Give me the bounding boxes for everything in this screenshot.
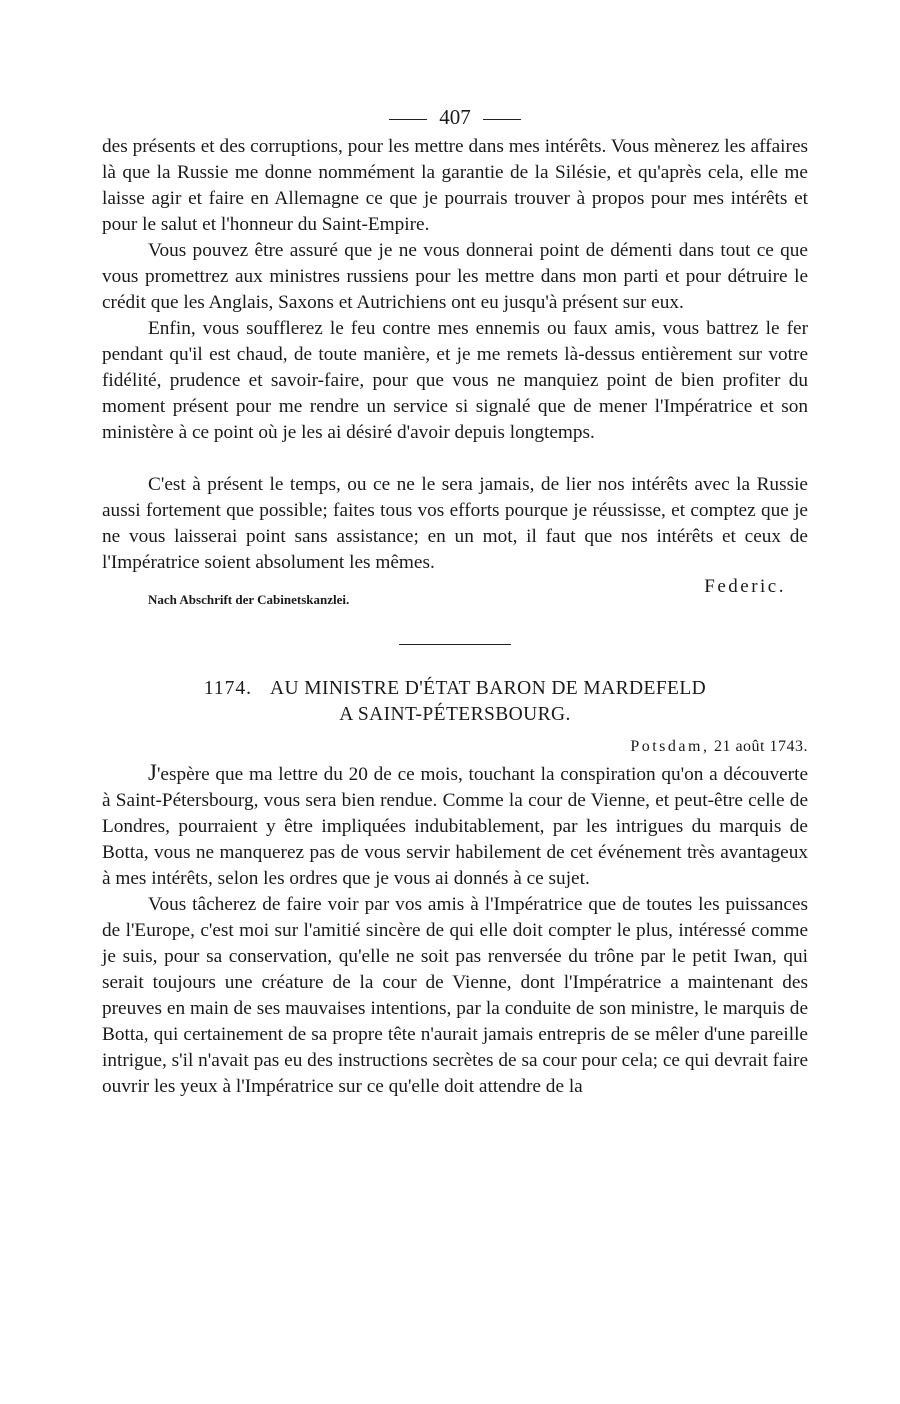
- signature: Federic.: [704, 576, 786, 597]
- closing-block: [102, 472, 808, 597]
- letter-paragraph: Vous tâcherez de faire voir par vos amis à l'Impératrice que de toutes les puissances de l'Europe, c'est moi sur l'amitié sincère de qui elle doit compter le plus, intéressé comme je suis, pour sa conservation, qu'elle ne soit pas renversée du trône par le petit Iwan, qui serait toujours une créature de la cour de Vienne, dont l'Impératrice a maintenant des preuves en main de ses mauvaises intentions, par la conduite de son ministre, le marquis de Botta, qui certainement de sa propre tête n'aurait jamais entrepris de se mêler d'une pareille intrigue, s'il n'avait pas eu des instructions secrètes de sa cour pour cela; ce qui devrait faire ouvrir les yeux à l'Impératrice sur ce qu'elle doit attendre de la: [102, 894, 808, 1097]
- letter-number: 1174.: [203, 678, 252, 699]
- letter-paragraph: [102, 760, 808, 892]
- drop-capital: J: [148, 760, 157, 785]
- letter-heading: [102, 676, 808, 728]
- page-header: [102, 100, 808, 134]
- source-note: Nach Abschrift der Cabinetskanzlei.: [148, 592, 350, 607]
- dateline-place: Potsdam,: [630, 738, 710, 755]
- paragraph-closing: C'est à présent le temps, ou ce ne le sera jamais, de lier nos intérêts avec la Russie aussi fortement que possible; faites tous vos efforts pourque je réussisse, et comptez que je ne vous laisserai point sans assistance; en un mot, il faut que nos intérêts et ceux de l'Impératrice soient absolument les mêmes.: [102, 474, 808, 573]
- header-dash-right: [483, 119, 521, 120]
- page-number: 407: [439, 105, 471, 129]
- paragraph: Vous pouvez être assuré que je ne vous donnerai point de démenti dans tout ce que vous promettrez aux ministres russiens pour les mettre dans mon parti et pour détruire le crédit que les Anglais, Saxons et Autrichiens ont eu jusqu'à présent sur eux.: [102, 240, 808, 313]
- paragraph-continuation: des présents et des corruptions, pour les mettre dans mes intérêts. Vous mènerez les affaires là que la Russie me donne nommément la garantie de la Silésie, et qu'après cela, elle me laisse agir et faire en Allemagne ce que je pourrais trouver à propos pour mes intérêts et pour le salut et l'honneur du Saint-Empire.: [102, 136, 808, 235]
- dateline: [102, 734, 808, 760]
- header-dash-left: [389, 119, 427, 120]
- dateline-date: 21 août 1743.: [713, 738, 808, 755]
- section-divider: [399, 644, 511, 645]
- paragraph-spacer: [102, 446, 808, 472]
- letter-recipient: AU MINISTRE D'ÉTAT BARON DE MARDEFELD: [269, 678, 707, 699]
- letter-paragraph-text: 'espère que ma lettre du 20 de ce mois, touchant la conspiration qu'on a découverte à Saint-Pétersbourg, vous sera bien rendue. Comme la cour de Vienne, et peut-être celle de Londres, pourraient y être impliquées indubitablement, par les intrigues du marquis de Botta, vous ne manquerez pas de vous servir habilement de cet événement très avantageux à mes intérêts, selon les ordres que je vous ai donnés à ce sujet.: [102, 764, 808, 889]
- letter-heading-line2: A SAINT-PÉTERSBOURG.: [339, 704, 571, 725]
- document-page: [102, 100, 808, 1100]
- paragraph: Enfin, vous soufflerez le feu contre mes ennemis ou faux amis, vous battrez le fer pendant qu'il est chaud, de toute manière, et je me remets là-dessus entièrement sur votre fidélité, prudence et savoir-faire, pour que vous ne manquiez point de bien profiter du moment présent pour me rendre un service si signalé que de mener l'Impératrice et son ministère à ce point où je les ai désiré d'avoir depuis longtemps.: [102, 318, 808, 443]
- letter-heading-line1: [102, 676, 808, 702]
